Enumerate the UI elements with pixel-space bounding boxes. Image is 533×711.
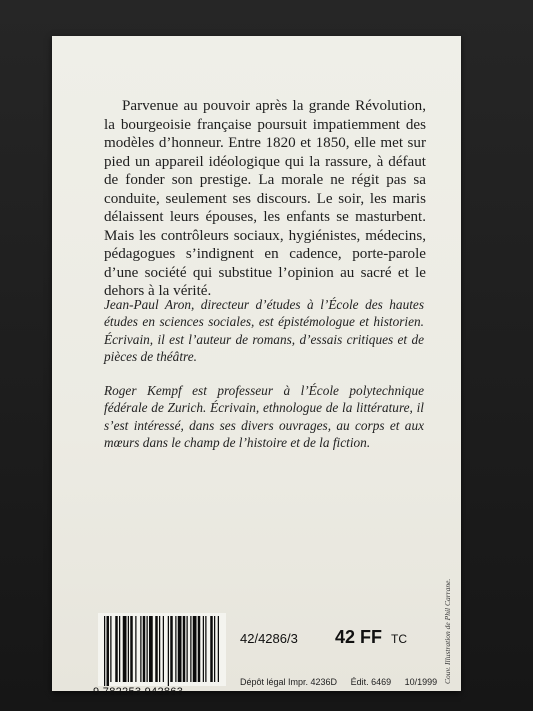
- legal-deposit: Dépôt légal Impr. 4236D: [240, 677, 338, 687]
- barcode-bar: [163, 616, 164, 682]
- barcode-bar: [147, 616, 148, 682]
- print-date: 10/1999: [404, 677, 438, 687]
- barcode-bar: [218, 616, 219, 682]
- barcode-number: 9 782253 942863: [93, 686, 184, 698]
- barcode-bar: [190, 616, 191, 682]
- cover-credit-text: Couv. Illustration de Phil Carrane.: [443, 578, 452, 684]
- barcode-bar: [110, 616, 111, 682]
- cover-credit: [434, 578, 452, 684]
- barcode-bar: [187, 616, 188, 682]
- barcode-bar: [168, 616, 169, 686]
- book-back-cover: [52, 36, 461, 698]
- barcode-bar: [170, 616, 173, 682]
- barcode-bar: [140, 616, 141, 682]
- barcode-bar: [119, 616, 120, 682]
- barcode-bar: [203, 616, 204, 682]
- barcode-bar: [143, 616, 146, 682]
- barcode-bar: [155, 616, 158, 682]
- barcode-bar: [130, 616, 133, 682]
- author-bio-aron: Jean-Paul Aron, directeur d’études à l’École des hautes études en sciences sociales, est épistémologue et historien. Écrivain, il est l’auteur de romans, d’essais critiques et de pièces de théâtre.: [104, 297, 424, 365]
- price: 42 FF: [335, 627, 383, 647]
- barcode-bar: [135, 616, 136, 682]
- barcode-bar: [193, 616, 197, 682]
- barcode-bar: [178, 616, 182, 682]
- barcode-bar: [214, 616, 215, 682]
- barcode-bar: [128, 616, 129, 682]
- barcode-bar: [107, 616, 110, 686]
- barcode-bar: [115, 616, 118, 682]
- barcode-bar: [210, 616, 213, 682]
- barcode-bar: [198, 616, 201, 682]
- barcode-bar: [123, 616, 127, 682]
- barcode-bar: [159, 616, 160, 682]
- reference-number: 42/4286/3: [240, 631, 298, 646]
- edition-number: Édit. 6469: [350, 677, 392, 687]
- barcode-bar: [183, 616, 186, 682]
- legal-line: [240, 677, 448, 687]
- barcode-bar: [205, 616, 206, 682]
- barcode: [98, 613, 226, 686]
- author-bio-kempf: Roger Kempf est professeur à l’École polytechnique fédérale de Zurich. Écrivain, ethnologue de la littérature, il s’est intéressé, dans ses divers ouvrages, au corps et aux mœurs dans le champ de l’histoire et de la fiction.: [104, 383, 424, 451]
- price-suffix: TC: [391, 632, 407, 646]
- barcode-bar: [149, 616, 153, 682]
- blurb-paragraph: Parvenue au pouvoir après la grande Révolution, la bourgeoisie française poursuit impatiemment des modèles d’honneur. Entre 1820 et 1850, elle met sur pied un appareil idéologique qui la rassure, à défaut de fonder son prestige. La morale ne régit pas sa conduite, seulement ses discours. Le soir, les maris délaissent leurs épouses, les enfants se masturbent. Mais les contrôleurs sociaux, hygiénistes, médecins, pédagogues s’indignent en cadence, porte-parole d’une société qui substitue l’opinion au sacré et le dehors à la vérité.: [104, 98, 426, 299]
- barcode-bar: [175, 616, 176, 682]
- barcode-bar: [104, 616, 105, 686]
